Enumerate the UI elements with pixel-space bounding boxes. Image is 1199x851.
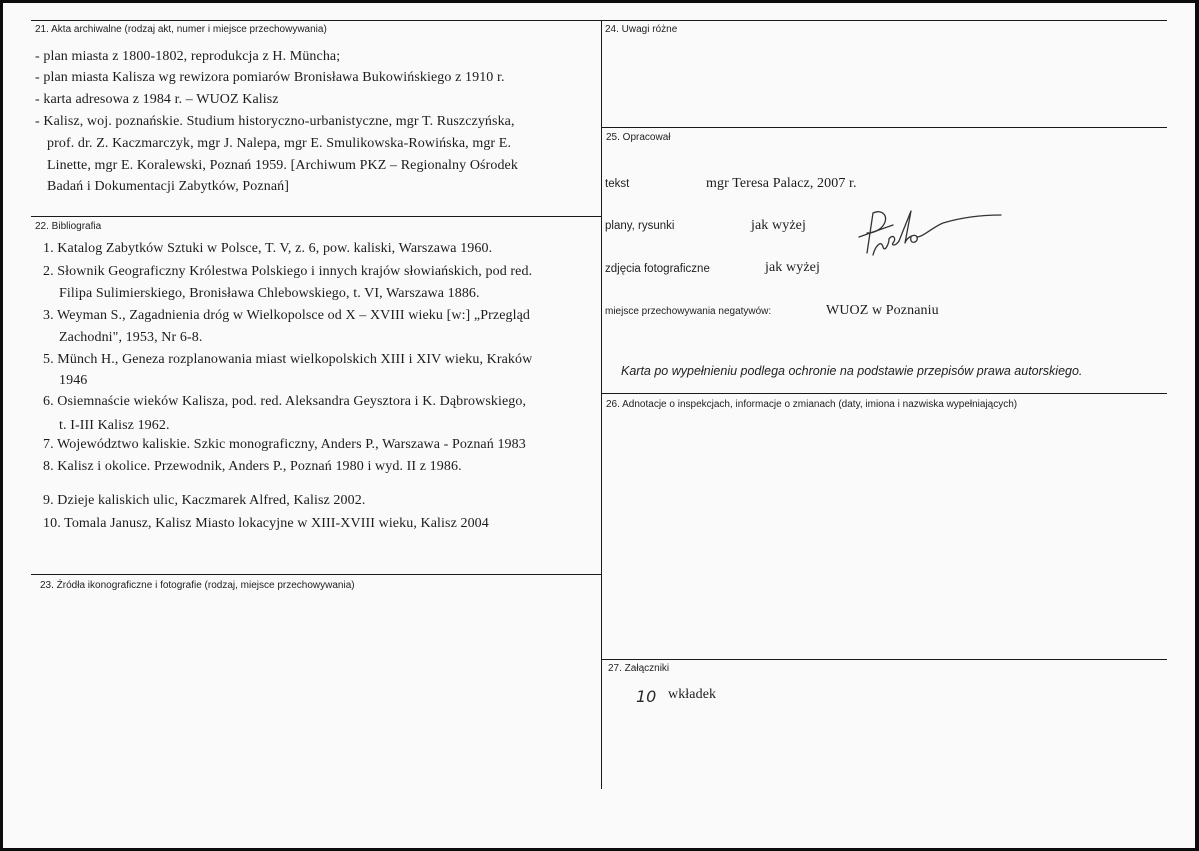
s22-line-10: 7. Województwo kaliskie. Szkic monograficzny, Anders P., Warszawa - Poznań 1983: [43, 437, 526, 452]
column-divider: [601, 20, 602, 789]
s21-line-3: - karta adresowa z 1984 r. – WUOZ Kalisz: [35, 92, 279, 107]
plany-value: jak wyżej: [751, 218, 806, 233]
zdjecia-label: zdjęcia fotograficzne: [605, 263, 710, 275]
negatywy-label: miejsce przechowywania negatywów:: [605, 306, 772, 317]
rule-s25: [601, 127, 1167, 128]
s21-line-4: - Kalisz, woj. poznańskie. Studium historyczno-urbanistyczne, mgr T. Ruszczyńska,: [35, 114, 515, 129]
plany-label: plany, rysunki: [605, 220, 675, 232]
rule-s23: [31, 574, 601, 575]
rule-s27: [601, 659, 1167, 660]
s22-line-5: Zachodni", 1953, Nr 6-8.: [59, 330, 203, 345]
s21-line-6: Linette, mgr E. Koralewski, Poznań 1959. [Archiwum PKZ – Regionalny Ośrodek: [47, 158, 518, 173]
s21-line-1: - plan miasta z 1800-1802, reprodukcja z H. Müncha;: [35, 49, 341, 64]
copyright-note: Karta po wypełnieniu podlega ochronie na podstawie przepisów prawa autorskiego.: [621, 364, 1083, 378]
attachments-unit: wkładek: [668, 687, 717, 702]
s22-line-13: 10. Tomala Janusz, Kalisz Miasto lokacyjne w XIII-XVIII wieku, Kalisz 2004: [43, 516, 489, 531]
rule-s26: [601, 393, 1167, 394]
tekst-value: mgr Teresa Palacz, 2007 r.: [706, 176, 857, 191]
s22-line-8: 6. Osiemnaście wieków Kalisza, pod. red. Aleksandra Geysztora i K. Dąbrowskiego,: [43, 394, 527, 409]
s22-line-7: 1946: [59, 373, 88, 388]
rule-s22: [31, 216, 601, 217]
tekst-label: tekst: [605, 178, 630, 190]
zdjecia-value: jak wyżej: [765, 260, 820, 275]
s21-line-2: - plan miasta Kalisza wg rewizora pomiarów Bronisława Bukowińskiego z 1910 r.: [35, 70, 505, 85]
section-26-label: 26. Adnotacje o inspekcjach, informacje o zmianach (daty, imiona i nazwiska wypełniających): [606, 399, 1018, 410]
attachments-count: 10: [636, 687, 657, 706]
s22-line-1: 1. Katalog Zabytków Sztuki w Polsce, T. V, z. 6, pow. kaliski, Warszawa 1960.: [43, 241, 493, 256]
section-24-label: 24. Uwagi różne: [605, 24, 678, 35]
s21-line-7: Badań i Dokumentacji Zabytków, Poznań]: [47, 179, 289, 194]
negatywy-value: WUOZ w Poznaniu: [826, 303, 939, 318]
s22-line-12: 9. Dzieje kaliskich ulic, Kaczmarek Alfred, Kalisz 2002.: [43, 493, 366, 508]
s21-line-5: prof. dr. Z. Kaczmarczyk, mgr J. Nalepa, mgr E. Smulikowska-Rowińska, mgr E.: [47, 136, 512, 151]
section-23-label: 23. Źródła ikonograficzne i fotografie (rodzaj, miejsce przechowywania): [40, 580, 355, 591]
s22-line-6: 5. Münch H., Geneza rozplanowania miast wielkopolskich XIII i XIV wieku, Kraków: [43, 352, 533, 367]
section-27-label: 27. Załączniki: [608, 663, 670, 674]
signature-icon: [853, 203, 1003, 278]
section-21-label: 21. Akta archiwalne (rodzaj akt, numer i miejsce przechowywania): [35, 24, 327, 35]
form-page: [3, 3, 1195, 848]
s22-line-11: 8. Kalisz i okolice. Przewodnik, Anders P., Poznań 1980 i wyd. II z 1986.: [43, 459, 462, 474]
s22-line-2: 2. Słownik Geograficzny Królestwa Polskiego i innych krajów słowiańskich, pod red.: [43, 264, 533, 279]
section-25-label: 25. Opracował: [606, 132, 671, 143]
s22-line-9: t. I-III Kalisz 1962.: [59, 418, 170, 433]
top-rule: [31, 20, 1167, 21]
s22-line-4: 3. Weyman S., Zagadnienia dróg w Wielkopolsce od X – XVIII wieku [w:] „Przegląd: [43, 308, 531, 323]
s22-line-3: Filipa Sulimierskiego, Bronisława Chlebowskiego, t. VI, Warszawa 1886.: [59, 286, 480, 301]
section-22-label: 22. Bibliografia: [35, 221, 102, 232]
